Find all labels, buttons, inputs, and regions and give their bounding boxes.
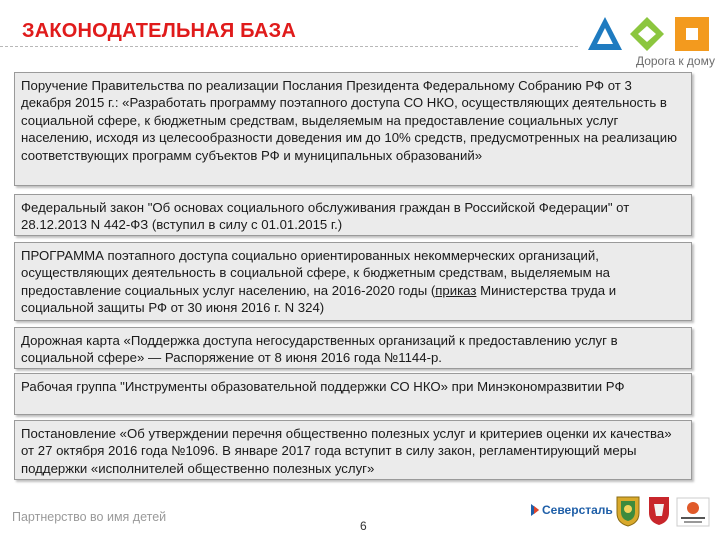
block-roadmap: Дорожная карта «Поддержка доступа негосударственных организаций к предоставлению услуг в социальной сфере» — Распоряжение от 8 июня 2016 года №1144-р.: [14, 327, 692, 369]
severstal-logo: [528, 498, 613, 528]
logo-shapes-icon: [585, 14, 715, 54]
dom-logo: [585, 14, 715, 72]
order-link[interactable]: приказ: [435, 282, 477, 298]
coat-of-arms-icon: [615, 495, 641, 527]
sponsor-name: Северсталь: [542, 503, 613, 517]
partner-badge-icon: [676, 497, 710, 527]
block-working-group: Рабочая группа "Инструменты образовательной поддержки СО НКО» при Минэкономразвитии РФ: [14, 373, 692, 415]
sponsor-tagline-line: [542, 518, 613, 524]
city-emblem-icon: [648, 496, 670, 526]
page-number: 6: [360, 519, 367, 533]
title-divider: [0, 46, 578, 47]
footer-partner-text: Партнерство во имя детей: [12, 510, 167, 524]
block-federal-law: Федеральный закон "Об основах социального обслуживания граждан в Российской Федерации" от 28.12.2013 N 442-ФЗ (вступил в силу с 01.01.2015 г.): [14, 194, 692, 236]
program-text-end: Министерства труда и социальной защиты РФ от 30 июня 2016 г. N 324): [21, 282, 617, 316]
block-program: [14, 242, 692, 321]
block-resolution: Постановление «Об утверждении перечня общественно полезных услуг и критериев оценки их качества» от 27 октября 2016 года №1096. В январе 2017 года вступит в силу закон, регламентирующий меры поддержки «исполнителей общественно полезных услуг»: [14, 420, 692, 480]
block-government-order: Поручение Правительства по реализации Послания Президента Федеральному Собранию РФ от 3 декабря 2015 г.: «Разработать программу поэтапного доступа СО НКО, осуществляющих деятельность в социальной сфере, к бюджетным средствам, выделяемым на предоставление социальных услуг населению, исходя из целесообразности доведения им до 10% средств, предусмотренных на реализацию соответствующих программ субъектов РФ и муниципальных образований»: [14, 72, 692, 186]
logo-caption: Дорога к дому: [635, 54, 715, 68]
page-title: ЗАКОНОДАТЕЛЬНАЯ БАЗА: [22, 20, 296, 42]
program-text-start: ПРОГРАММА поэтапного доступа социально ориентированных некоммерческих организаций, осуществляющих деятельность в социальной сфере, к бюджетным средствам, выделяемым на предоставление социальных услуг населению, на 2016-2020 годы (: [21, 248, 610, 298]
